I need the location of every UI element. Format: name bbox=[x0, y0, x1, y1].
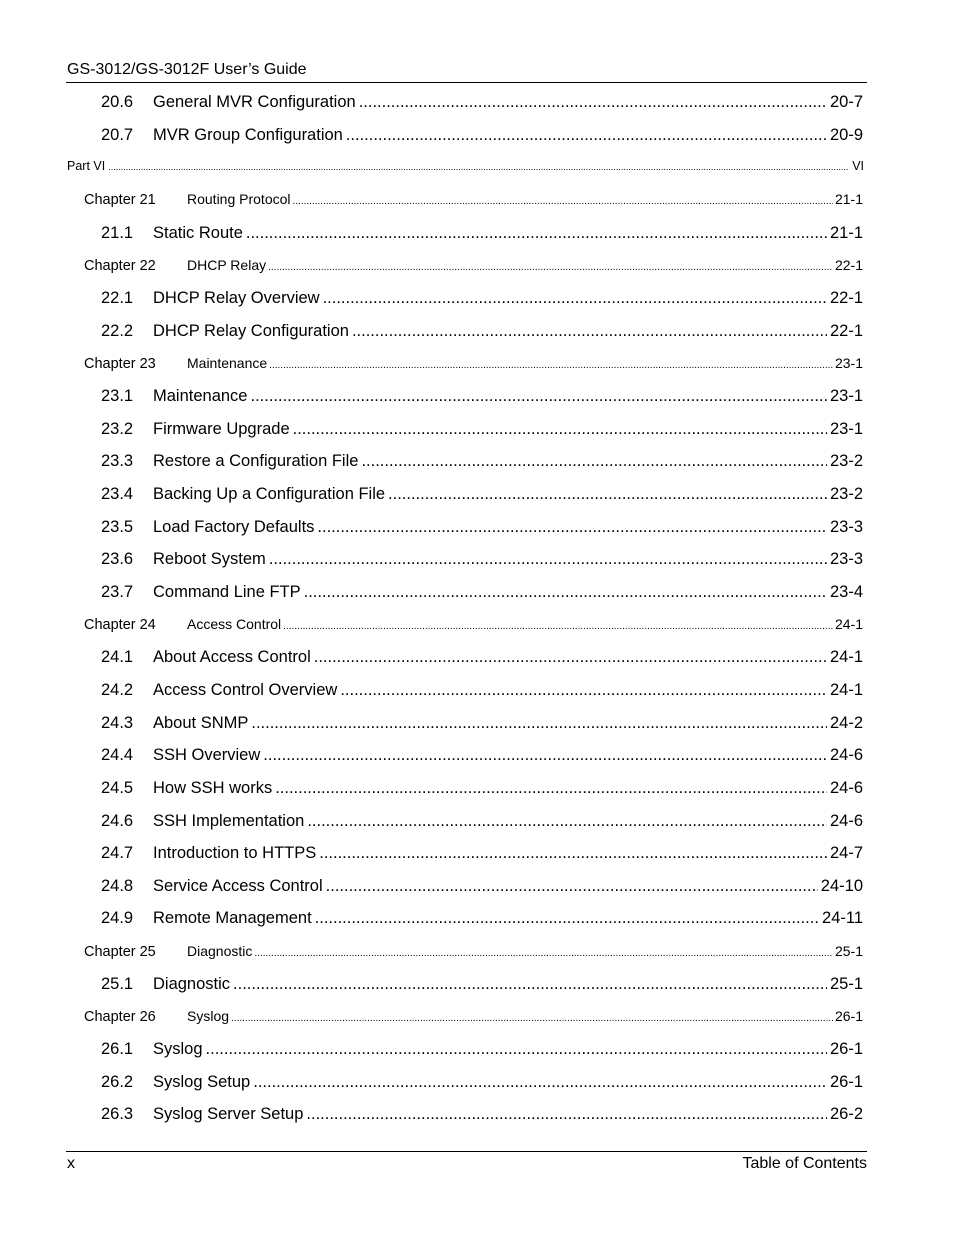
dot-leader bbox=[293, 192, 833, 212]
toc-entry-title: MVR Group Configuration bbox=[153, 126, 343, 144]
toc-entry-title: Service Access Control bbox=[153, 877, 323, 895]
toc-entry-title: Backing Up a Configuration File bbox=[153, 485, 386, 503]
dot-leader bbox=[250, 385, 826, 407]
toc-entry-title: About SNMP bbox=[153, 714, 249, 732]
toc-entry-page: 23-1 bbox=[829, 387, 863, 405]
toc-entry-number: Chapter 26 bbox=[84, 1009, 156, 1025]
toc-entry-number: 20.6 bbox=[101, 93, 134, 111]
dot-leader bbox=[231, 1009, 833, 1029]
dot-leader bbox=[275, 777, 827, 799]
dot-leader bbox=[388, 483, 827, 505]
toc-entry-page: 24-2 bbox=[829, 714, 863, 732]
toc-entry-title: DHCP Relay bbox=[187, 257, 267, 273]
toc-entry-page: 25-1 bbox=[829, 975, 863, 993]
toc-entry-number: 26.1 bbox=[101, 1040, 134, 1058]
toc-section-entry[interactable] bbox=[101, 744, 863, 766]
toc-chapter-entry[interactable] bbox=[84, 255, 863, 278]
toc-chapter-entry[interactable] bbox=[84, 614, 863, 637]
dot-leader bbox=[206, 1038, 827, 1060]
toc-section-entry[interactable] bbox=[101, 581, 863, 603]
toc-entry-title: Remote Management bbox=[153, 909, 312, 927]
dot-leader bbox=[319, 842, 827, 864]
toc-entry-title: General MVR Configuration bbox=[153, 93, 356, 111]
dot-leader bbox=[268, 258, 833, 278]
toc-entry-page: 24-1 bbox=[834, 616, 863, 632]
toc-entry-page: 24-6 bbox=[829, 779, 863, 797]
toc-entry-number: Chapter 22 bbox=[84, 258, 156, 274]
toc-section-entry[interactable] bbox=[101, 91, 863, 113]
toc-section-entry[interactable] bbox=[101, 1038, 863, 1060]
toc-entry-title: Maintenance bbox=[187, 355, 268, 371]
toc-entry-title: SSH Implementation bbox=[153, 812, 305, 830]
toc-entry-title: Access Control bbox=[187, 616, 282, 632]
toc-entry-number: 23.1 bbox=[101, 387, 134, 405]
dot-leader bbox=[317, 516, 827, 538]
dot-leader bbox=[269, 356, 833, 376]
toc-part-entry[interactable] bbox=[67, 157, 864, 176]
toc-chapter-entry[interactable] bbox=[84, 353, 863, 376]
toc-entry-title: Maintenance bbox=[153, 387, 248, 405]
toc-entry-number: 20.7 bbox=[101, 126, 134, 144]
toc-section-entry[interactable] bbox=[101, 842, 863, 864]
toc-entry-page: 20-7 bbox=[829, 93, 863, 111]
toc-section-entry[interactable] bbox=[101, 810, 863, 832]
toc-entry-title: SSH Overview bbox=[153, 746, 261, 764]
toc-section-entry[interactable] bbox=[101, 548, 863, 570]
dot-leader bbox=[326, 875, 818, 897]
dot-leader bbox=[283, 617, 833, 637]
toc-entry-number: 22.2 bbox=[101, 322, 134, 340]
dot-leader bbox=[315, 907, 819, 929]
dot-leader bbox=[314, 646, 827, 668]
toc-entry-number: 23.7 bbox=[101, 583, 134, 601]
dot-leader bbox=[346, 124, 827, 146]
toc-chapter-entry[interactable] bbox=[84, 189, 863, 212]
toc-entry-title: DHCP Relay Configuration bbox=[153, 322, 349, 340]
toc-entry-number: Part VI bbox=[67, 159, 106, 173]
toc-entry-number: 23.3 bbox=[101, 452, 134, 470]
dot-leader bbox=[306, 1103, 827, 1125]
toc-section-entry[interactable] bbox=[101, 222, 863, 244]
toc-section-entry[interactable] bbox=[101, 1071, 863, 1093]
toc-entry-number: Chapter 23 bbox=[84, 356, 156, 372]
toc-entry-title: Diagnostic bbox=[187, 943, 253, 959]
footer-divider bbox=[66, 1151, 867, 1152]
toc-section-entry[interactable] bbox=[101, 483, 863, 505]
dot-leader bbox=[307, 810, 827, 832]
toc-entry-title: Syslog Setup bbox=[153, 1073, 251, 1091]
toc-section-entry[interactable] bbox=[101, 875, 863, 897]
toc-entry-page: VI bbox=[852, 159, 864, 173]
dot-leader bbox=[253, 1071, 827, 1093]
toc-entry-page: 23-2 bbox=[829, 485, 863, 503]
dot-leader bbox=[359, 91, 827, 113]
toc-entry-title: Load Factory Defaults bbox=[153, 518, 315, 536]
toc-entry-number: 24.9 bbox=[101, 909, 134, 927]
toc-entry-title: Syslog bbox=[153, 1040, 203, 1058]
toc-entry-number: 24.5 bbox=[101, 779, 134, 797]
toc-entry-page: 26-1 bbox=[829, 1040, 863, 1058]
toc-entry-page: 23-2 bbox=[829, 452, 863, 470]
toc-section-entry[interactable] bbox=[101, 712, 863, 734]
toc-entry-number: 24.3 bbox=[101, 714, 134, 732]
toc-entry-page: 21-1 bbox=[834, 191, 863, 207]
toc-entry-page: 26-1 bbox=[829, 1073, 863, 1091]
dot-leader bbox=[293, 418, 827, 440]
toc-entry-title: Reboot System bbox=[153, 550, 266, 568]
toc-entry-number: 23.4 bbox=[101, 485, 134, 503]
toc-chapter-entry[interactable] bbox=[84, 941, 863, 964]
toc-entry-number: 24.2 bbox=[101, 681, 134, 699]
toc-entry-number: Chapter 21 bbox=[84, 192, 156, 208]
toc-entry-number: 24.8 bbox=[101, 877, 134, 895]
page-header-title: GS-3012/GS-3012F User’s Guide bbox=[67, 61, 307, 78]
toc-section-entry[interactable] bbox=[101, 287, 863, 309]
toc-entry-number: 23.2 bbox=[101, 420, 134, 438]
toc-section-entry[interactable] bbox=[101, 1103, 863, 1125]
toc-entry-page: 25-1 bbox=[834, 943, 863, 959]
toc-entry-number: 24.7 bbox=[101, 844, 134, 862]
toc-entry-page: 26-2 bbox=[829, 1105, 863, 1123]
toc-chapter-entry[interactable] bbox=[84, 1006, 863, 1029]
dot-leader bbox=[304, 581, 827, 603]
toc-entry-page: 22-1 bbox=[829, 322, 863, 340]
footer-page-number: x bbox=[67, 1155, 75, 1172]
toc-entry-title: Syslog bbox=[187, 1008, 230, 1024]
dot-leader bbox=[254, 944, 833, 964]
dot-leader bbox=[323, 287, 827, 309]
toc-entry-page: 23-3 bbox=[829, 550, 863, 568]
toc-entry-title: Diagnostic bbox=[153, 975, 231, 993]
toc-section-entry[interactable] bbox=[101, 679, 863, 701]
toc-entry-number: 23.6 bbox=[101, 550, 134, 568]
toc-section-entry[interactable] bbox=[101, 646, 863, 668]
toc-entry-number: 26.2 bbox=[101, 1073, 134, 1091]
toc-entry-title: Command Line FTP bbox=[153, 583, 301, 601]
toc-entry-title: Routing Protocol bbox=[187, 191, 291, 207]
toc-entry-number: 25.1 bbox=[101, 975, 134, 993]
dot-leader bbox=[269, 548, 827, 570]
toc-entry-page: 23-3 bbox=[829, 518, 863, 536]
toc-entry-number: 22.1 bbox=[101, 289, 134, 307]
toc-entry-page: 24-10 bbox=[820, 877, 863, 895]
dot-leader bbox=[340, 679, 827, 701]
toc-section-entry[interactable] bbox=[101, 418, 863, 440]
dot-leader bbox=[361, 450, 827, 472]
toc-entry-title: Restore a Configuration File bbox=[153, 452, 359, 470]
toc-entry-page: 23-1 bbox=[829, 420, 863, 438]
toc-entry-number: 24.6 bbox=[101, 812, 134, 830]
toc-entry-page: 20-9 bbox=[829, 126, 863, 144]
dot-leader bbox=[246, 222, 827, 244]
toc-section-entry[interactable] bbox=[101, 385, 863, 407]
toc-entry-page: 23-4 bbox=[829, 583, 863, 601]
toc-entry-page: 22-1 bbox=[834, 257, 863, 273]
toc-entry-number: 24.4 bbox=[101, 746, 134, 764]
toc-section-entry[interactable] bbox=[101, 124, 863, 146]
toc-entry-title: DHCP Relay Overview bbox=[153, 289, 320, 307]
footer-section-title: Table of Contents bbox=[742, 1155, 867, 1172]
toc-entry-number: 26.3 bbox=[101, 1105, 134, 1123]
toc-entry-title: Syslog Server Setup bbox=[153, 1105, 304, 1123]
toc-entry-number: Chapter 24 bbox=[84, 617, 156, 633]
toc-entry-number: Chapter 25 bbox=[84, 944, 156, 960]
toc-entry-page: 21-1 bbox=[829, 224, 863, 242]
toc-section-entry[interactable] bbox=[101, 450, 863, 472]
dot-leader bbox=[251, 712, 827, 734]
toc-entry-page: 22-1 bbox=[829, 289, 863, 307]
toc-entry-page: 23-1 bbox=[834, 355, 863, 371]
toc-section-entry[interactable] bbox=[101, 777, 863, 799]
dot-leader bbox=[108, 158, 849, 176]
dot-leader bbox=[233, 973, 827, 995]
toc-entry-page: 24-7 bbox=[829, 844, 863, 862]
toc-entry-number: 24.1 bbox=[101, 648, 134, 666]
toc-entry-title: About Access Control bbox=[153, 648, 311, 666]
toc-entry-title: Firmware Upgrade bbox=[153, 420, 290, 438]
toc-section-entry[interactable] bbox=[101, 973, 863, 995]
toc-section-entry[interactable] bbox=[101, 907, 863, 929]
toc-entry-page: 24-11 bbox=[822, 909, 863, 927]
toc-entry-page: 24-6 bbox=[829, 812, 863, 830]
toc-entry-page: 24-1 bbox=[829, 681, 863, 699]
toc-entry-number: 21.1 bbox=[101, 224, 134, 242]
toc-section-entry[interactable] bbox=[101, 516, 863, 538]
toc-entry-title: How SSH works bbox=[153, 779, 273, 797]
toc-entry-title: Static Route bbox=[153, 224, 243, 242]
toc-entry-page: 24-6 bbox=[829, 746, 863, 764]
toc-entry-page: 24-1 bbox=[829, 648, 863, 666]
dot-leader bbox=[352, 320, 827, 342]
dot-leader bbox=[263, 744, 827, 766]
toc-entry-page: 26-1 bbox=[834, 1008, 863, 1024]
toc-entry-title: Introduction to HTTPS bbox=[153, 844, 317, 862]
toc-entry-number: 23.5 bbox=[101, 518, 134, 536]
toc-section-entry[interactable] bbox=[101, 320, 863, 342]
toc-entry-title: Access Control Overview bbox=[153, 681, 338, 699]
